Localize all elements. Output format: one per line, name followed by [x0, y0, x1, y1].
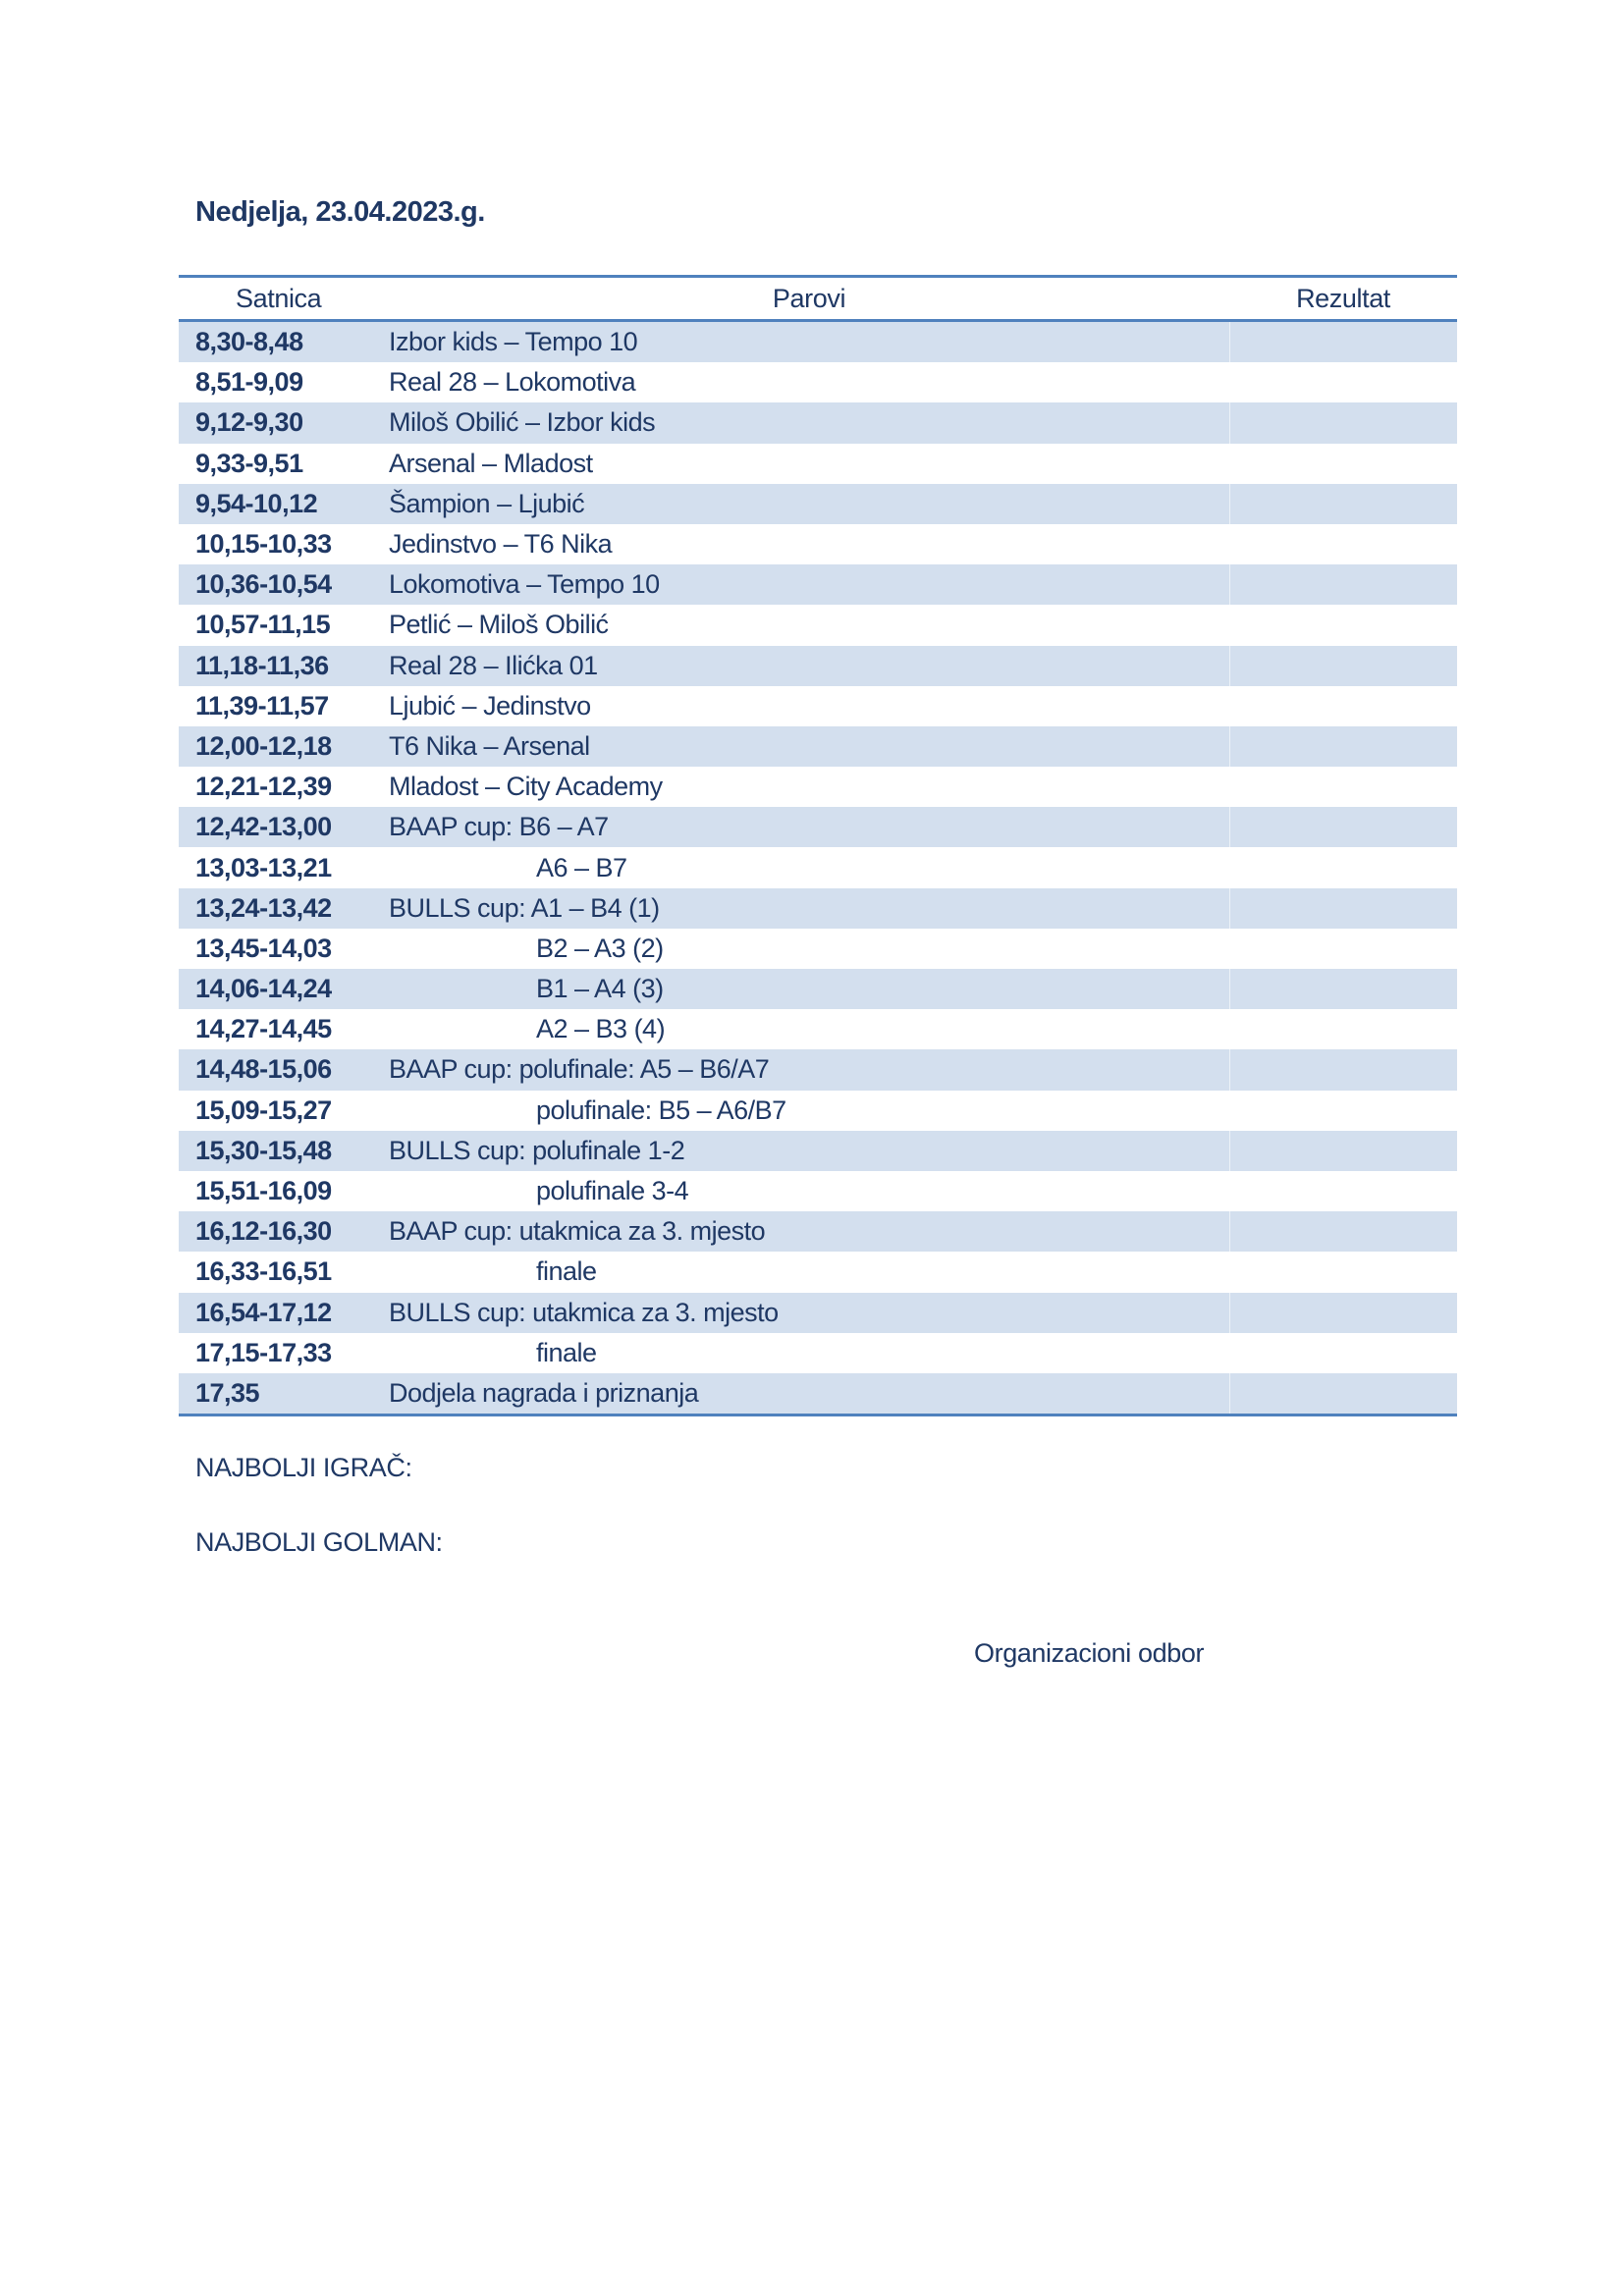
- match-cell: Arsenal – Mladost: [389, 448, 593, 478]
- match-cell: BAAP cup: polufinale: A5 – B6/A7: [389, 1054, 770, 1085]
- table-row: [179, 1049, 1457, 1090]
- match-cell: finale: [536, 1337, 597, 1367]
- match-cell: Mladost – City Academy: [389, 772, 663, 802]
- result-cell: [1229, 402, 1457, 443]
- table-row: [179, 726, 1457, 767]
- match-cell: Miloš Obilić – Izbor kids: [389, 407, 656, 438]
- result-cell: [1229, 1211, 1457, 1252]
- result-cell: [1229, 1049, 1457, 1090]
- time-cell: 13,03-13,21: [195, 852, 332, 882]
- table-row: [179, 1252, 1457, 1292]
- header-time: Satnica: [236, 283, 322, 313]
- table-row: [179, 807, 1457, 847]
- table-row: [179, 444, 1457, 484]
- time-cell: 16,12-16,30: [195, 1216, 332, 1247]
- time-cell: 10,36-10,54: [195, 569, 332, 600]
- time-cell: 15,09-15,27: [195, 1095, 332, 1125]
- time-cell: 17,15-17,33: [195, 1337, 332, 1367]
- match-cell: Real 28 – Lokomotiva: [389, 367, 636, 398]
- match-cell: Ljubić – Jedinstvo: [389, 690, 591, 721]
- table-row: [179, 402, 1457, 443]
- time-cell: 13,24-13,42: [195, 892, 332, 923]
- result-cell: [1229, 686, 1457, 726]
- time-cell: 12,42-13,00: [195, 812, 332, 842]
- table-row: [179, 646, 1457, 686]
- match-cell: BAAP cup: B6 – A7: [389, 812, 609, 842]
- table-row: [179, 1333, 1457, 1373]
- table-row: [179, 969, 1457, 1009]
- time-cell: 9,33-9,51: [195, 448, 303, 478]
- match-cell: polufinale 3-4: [536, 1176, 689, 1206]
- result-cell: [1229, 807, 1457, 847]
- result-cell: [1229, 888, 1457, 929]
- best-player-label: NAJBOLJI IGRAČ:: [195, 1453, 412, 1482]
- result-cell: [1229, 564, 1457, 605]
- result-cell: [1229, 726, 1457, 767]
- result-cell: [1229, 1373, 1457, 1414]
- time-cell: 8,51-9,09: [195, 367, 303, 398]
- result-cell: [1229, 1171, 1457, 1211]
- match-cell: B1 – A4 (3): [536, 974, 664, 1004]
- time-cell: 16,33-16,51: [195, 1256, 332, 1287]
- result-cell: [1229, 322, 1457, 362]
- result-cell: [1229, 1009, 1457, 1049]
- schedule-table: [179, 275, 1457, 1416]
- result-cell: [1229, 767, 1457, 807]
- table-row: [179, 1373, 1457, 1414]
- result-cell: [1229, 1333, 1457, 1373]
- time-cell: 17,35: [195, 1377, 260, 1408]
- time-cell: 9,54-10,12: [195, 488, 318, 518]
- table-row: [179, 767, 1457, 807]
- time-cell: 14,06-14,24: [195, 974, 332, 1004]
- table-row: [179, 1211, 1457, 1252]
- match-cell: BAAP cup: utakmica za 3. mjesto: [389, 1216, 766, 1247]
- table-row: [179, 1009, 1457, 1049]
- table-row: [179, 929, 1457, 969]
- organizing-committee-signature: Organizacioni odbor: [974, 1638, 1205, 1668]
- table-row: [179, 484, 1457, 524]
- table-body: [179, 322, 1457, 1414]
- table-row: [179, 847, 1457, 887]
- time-cell: 15,30-15,48: [195, 1135, 332, 1165]
- result-cell: [1229, 1252, 1457, 1292]
- time-cell: 15,51-16,09: [195, 1176, 332, 1206]
- result-cell: [1229, 847, 1457, 887]
- time-cell: 12,00-12,18: [195, 730, 332, 761]
- match-cell: Šampion – Ljubić: [389, 488, 585, 518]
- table-row: [179, 564, 1457, 605]
- time-cell: 13,45-14,03: [195, 933, 332, 963]
- match-cell: BULLS cup: utakmica za 3. mjesto: [389, 1297, 779, 1327]
- table-row: [179, 605, 1457, 645]
- match-cell: Lokomotiva – Tempo 10: [389, 569, 660, 600]
- result-cell: [1229, 605, 1457, 645]
- match-cell: BULLS cup: A1 – B4 (1): [389, 892, 660, 923]
- table-row: [179, 322, 1457, 362]
- time-cell: 8,30-8,48: [195, 327, 303, 357]
- page-title: Nedjelja, 23.04.2023.g.: [195, 196, 485, 228]
- match-cell: B2 – A3 (2): [536, 933, 664, 963]
- match-cell: Petlić – Miloš Obilić: [389, 610, 609, 640]
- table-row: [179, 524, 1457, 564]
- table-header: [179, 278, 1457, 322]
- time-cell: 16,54-17,12: [195, 1297, 332, 1327]
- table-row: [179, 888, 1457, 929]
- result-cell: [1229, 1293, 1457, 1333]
- result-cell: [1229, 969, 1457, 1009]
- result-cell: [1229, 1091, 1457, 1131]
- match-cell: A6 – B7: [536, 852, 627, 882]
- header-result: Rezultat: [1296, 283, 1390, 313]
- match-cell: finale: [536, 1256, 597, 1287]
- table-row: [179, 362, 1457, 402]
- match-cell: Jedinstvo – T6 Nika: [389, 529, 613, 560]
- time-cell: 14,48-15,06: [195, 1054, 332, 1085]
- time-cell: 12,21-12,39: [195, 772, 332, 802]
- match-cell: Dodjela nagrada i priznanja: [389, 1377, 699, 1408]
- result-cell: [1229, 646, 1457, 686]
- table-row: [179, 686, 1457, 726]
- time-cell: 11,39-11,57: [195, 690, 329, 721]
- match-cell: A2 – B3 (4): [536, 1014, 666, 1044]
- match-cell: Real 28 – Ilićka 01: [389, 650, 598, 680]
- table-row: [179, 1171, 1457, 1211]
- time-cell: 11,18-11,36: [195, 650, 329, 680]
- result-cell: [1229, 929, 1457, 969]
- result-cell: [1229, 1131, 1457, 1171]
- table-row: [179, 1131, 1457, 1171]
- match-cell: BULLS cup: polufinale 1-2: [389, 1135, 685, 1165]
- table-row: [179, 1091, 1457, 1131]
- time-cell: 14,27-14,45: [195, 1014, 332, 1044]
- time-cell: 9,12-9,30: [195, 407, 303, 438]
- result-cell: [1229, 484, 1457, 524]
- result-cell: [1229, 524, 1457, 564]
- time-cell: 10,57-11,15: [195, 610, 331, 640]
- header-pairs: Parovi: [772, 283, 846, 313]
- match-cell: T6 Nika – Arsenal: [389, 730, 590, 761]
- result-cell: [1229, 444, 1457, 484]
- time-cell: 10,15-10,33: [195, 529, 332, 560]
- result-cell: [1229, 362, 1457, 402]
- best-goalkeeper-label: NAJBOLJI GOLMAN:: [195, 1527, 443, 1557]
- match-cell: polufinale: B5 – A6/B7: [536, 1095, 786, 1125]
- table-row: [179, 1293, 1457, 1333]
- match-cell: Izbor kids – Tempo 10: [389, 327, 638, 357]
